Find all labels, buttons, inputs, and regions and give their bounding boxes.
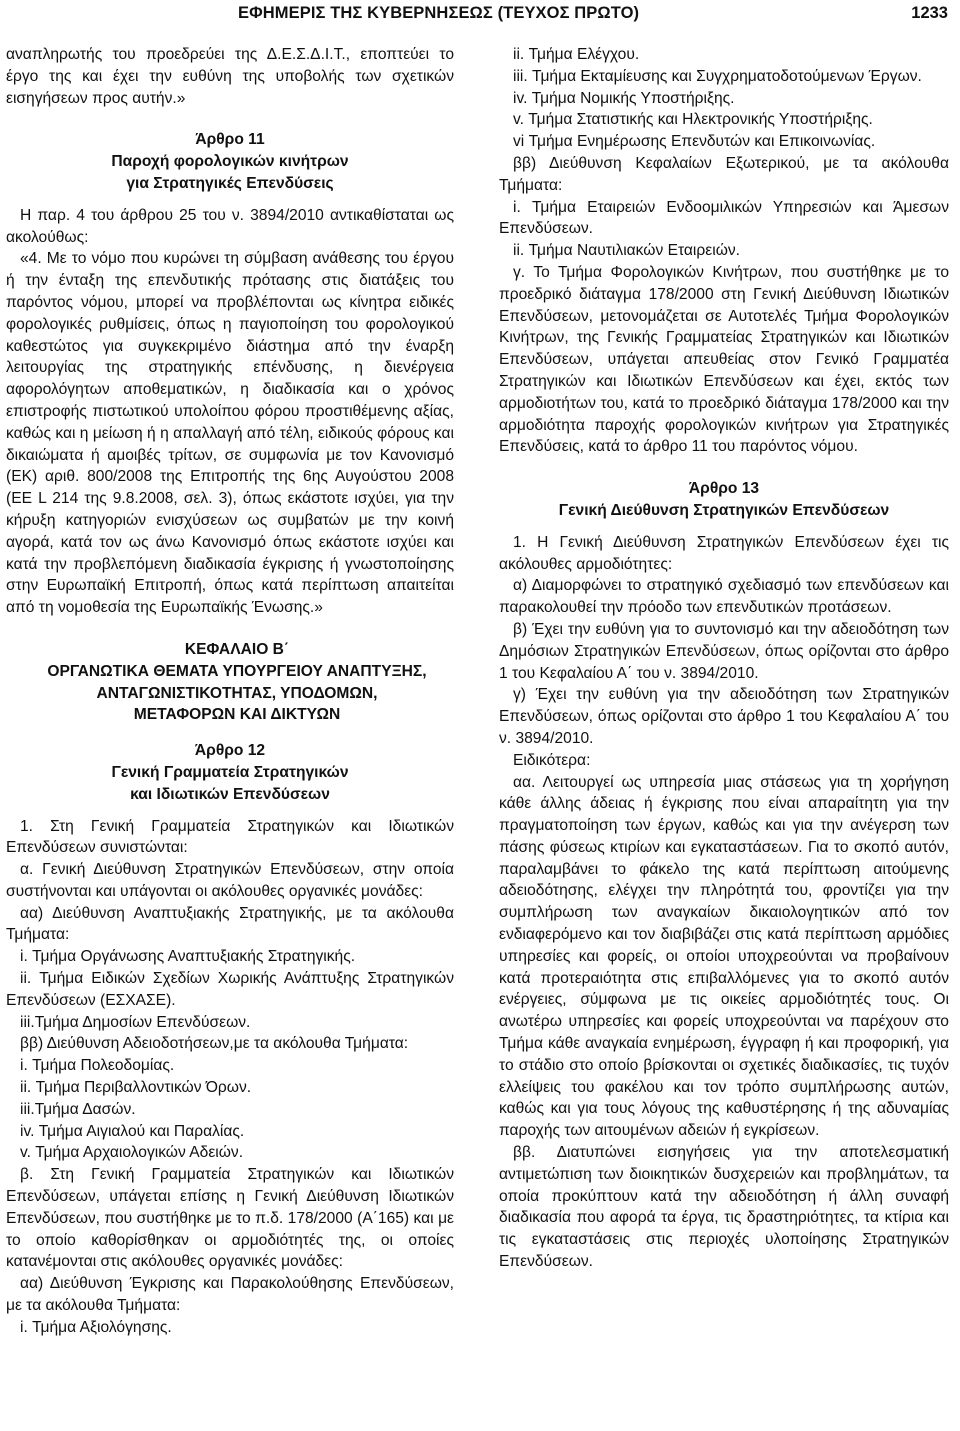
page-number: 1233 — [911, 4, 948, 22]
paragraph: iii. Τμήμα Εκταμίευσης και Συγχρηματοδοτούμενων Έργων. — [513, 67, 922, 85]
page-header — [0, 0, 960, 30]
paragraph: v. Τμήμα Αρχαιολογικών Αδειών. — [20, 1144, 244, 1162]
paragraph: iv. Τμήμα Νομικής Υποστήριξης. — [513, 89, 735, 107]
paragraph: iii.Τμήμα Δασών. — [20, 1100, 136, 1118]
paragraph: αα) Διεύθυνση Έγκρισης και Παρακολούθησης Επενδύσεων, με τα ακόλουθα Τμήματα: — [6, 1275, 454, 1315]
article-12-title-line1: Γενική Γραμματεία Στρατηγικών — [111, 763, 349, 781]
paragraph: i. Τμήμα Οργάνωσης Αναπτυξιακής Στρατηγικής. — [20, 948, 356, 966]
paragraph: ii. Τμήμα Ειδικών Σχεδίων Χωρικής Ανάπτυξης Στρατηγικών Επενδύσεων (ΕΣΧΑΣΕ). — [6, 970, 454, 1009]
paragraph: ii. Τμήμα Ναυτιλιακών Εταιρειών. — [513, 242, 740, 260]
paragraph: 1. Στη Γενική Γραμματεία Στρατηγικών και Ιδιωτικών Επενδύσεων συνιστώνται: — [6, 817, 454, 857]
paragraph: αα. Λειτουργεί ως υπηρεσία μιας στάσεως για τη χορήγηση κάθε άλλης άδειας ή έγκρισης που είναι απαραίτητη για την πραγματοποίηση των έργων, καθώς και για την ανέγερση των πάσης φύσεως κτιρίων και εγκαταστάσεων. Για το σκοπό αυτόν, παραλαμβάνει το φάκελο της κατά περίπτωση αιτούμενης αδειοδότησης, ελέγχει την πληρότητά του, φροντίζει για την συμπλήρωση των αναγκαίων δικαιολογητικών από τον ενδιαφερόμενο και τον διαβιβάζει στις κατά περίπτωση αρμόδιες υπηρεσίες και φορείς, οι οποίοι υποχρεούνται να προβαίνουν κατά προτεραιότητα στις επιβαλλόμενες για το σκοπό αυτόν ενέργειες, σύμφωνα με τις οικείες αρμοδιότητές τους. Οι ανωτέρω υπηρεσίες και φορείς υποχρεούνται να παρέχουν στο Τμήμα κάθε αναγκαία ενημέρωση, έγγραφη ή και προφορική, για το στάδιο στο οποίο βρίσκονται οι σχετικές διαδικασίες, τις τυχόν ελλείψεις του φακέλου και τον τρόπο συμπλήρωσης αυτών, καθώς και για τους λόγους της καθυστέρησης ή της αδυναμίας παροχής των αιτουμένων αδειών ή εγκρίσεων. — [499, 773, 949, 1140]
paragraph: v. Τμήμα Στατιστικής και Ηλεκτρονικής Υποστήριξης. — [513, 111, 873, 129]
paragraph: ββ) Διεύθυνση Αδειοδοτήσεων,με τα ακόλουθα Τμήματα: — [20, 1035, 409, 1053]
paragraph: Ειδικότερα: — [513, 751, 591, 769]
left-column — [6, 44, 454, 1339]
chapter-title-line1: ΟΡΓΑΝΩΤΙΚΑ ΘΕΜΑΤΑ ΥΠΟΥΡΓΕΙΟΥ ΑΝΑΠΤΥΞΗΣ, — [47, 662, 427, 680]
paragraph: i. Τμήμα Εταιρειών Ενδοομιλικών Υπηρεσιών και Άμεσων Επενδύσεων. — [499, 198, 949, 238]
paragraph: i. Τμήμα Πολεοδομίας. — [20, 1057, 175, 1075]
article-13-title: Γενική Διεύθυνση Στρατηγικών Επενδύσεων — [558, 501, 890, 519]
article-13-number: Άρθρο 13 — [688, 480, 760, 498]
article-11-intro: Η παρ. 4 του άρθρου 25 του ν. 3894/2010 αντικαθίσταται ως ακολούθως: — [6, 206, 454, 246]
article-11-text: «4. Με το νόμο που κυρώνει τη σύμβαση ανάθεσης του έργου ή την ένταξη της επενδυτικής πρότασης στις διατάξεις του παρόντος νόμου, μπορεί να προβλέπονται ως κίνητρα ειδικές φορολογικές ρυθμίσεις, όπως η παγιοποίηση του φορολογικού καθεστώτος για συγκεκριμένο διάστημα από την έναρξη λειτουργίας της στρατηγικής επένδυσης, η διενέργεια αφορολόγητων αποθεματικών, η διαδικασία και ο χρόνος επιστροφής πιστωτικού υπολοίπου φόρου προστιθέμενης αξίας, καθώς και η μείωση ή η απαλλαγή από τέλη, ειδικούς φόρους και δικαιώματα ή αμοιβές τρίτων, σε συμφωνία με τον Κανονισμό (ΕΚ) αριθ. 800/2008 της Επιτροπής της 6ης Αυγούστου 2008 (ΕΕ L 214 της 9.8.2008, σελ. 3), όπως εκάστοτε ισχύει, για την κήρυξη κατηγοριών ενισχύσεων ως συμβατών με την κοινή αγορά, κατά τον ως άνω Κανονισμό όπως εκάστοτε ισχύει και κατά την προβλεπόμενη διαδικασία έγκρισης ή γνωστοποίησης στην Ευρωπαϊκή Επιτροπή, όπως κατά περίπτωση απαιτείται από τη νομοθεσία της Ευρωπαϊκής Ένωσης.» — [6, 250, 454, 617]
chapter-title-line3: ΜΕΤΑΦΟΡΩΝ ΚΑΙ ΔΙΚΤΥΩΝ — [133, 706, 341, 724]
article-12-number: Άρθρο 12 — [194, 742, 266, 760]
paragraph: iv. Τμήμα Αιγιαλού και Παραλίας. — [20, 1122, 245, 1140]
paragraph: β. Στη Γενική Γραμματεία Στρατηγικών και Ιδιωτικών Επενδύσεων, υπάγεται επίσης η Γενική Διεύθυνση Ιδιωτικών Επενδύσεων, που συστήθηκε με το π.δ. 178/2000 (Α΄165) και με το οποίο καθορίσθηκαν οι αρμοδιότητές της, οι οποίες κατανέμονται στις ακόλουθες οργανικές μονάδες: — [6, 1166, 454, 1271]
paragraph: ii. Τμήμα Περιβαλλοντικών Όρων. — [20, 1079, 252, 1097]
chapter-number: ΚΕΦΑΛΑΙΟ Β΄ — [184, 640, 290, 658]
paragraph: 1. Η Γενική Διεύθυνση Στρατηγικών Επενδύσεων έχει τις ακόλουθες αρμοδιότητες: — [499, 533, 949, 573]
article-11-title-line1: Παροχή φορολογικών κινήτρων — [111, 153, 349, 171]
article-11-number: Άρθρο 11 — [195, 131, 265, 149]
paragraph: ii. Τμήμα Ελέγχου. — [513, 46, 640, 63]
paragraph: ββ. Διατυπώνει εισηγήσεις για την αποτελεσματική αντιμετώπιση των διοικητικών δυσχερειών και προβλημάτων, τα οποία προκύπτουν κατά την αδειοδότηση ή άλλη συναφή διαδικασία που αφορά τα έργα, τις δραστηριότητες, τα κτίρια και τις εγκαταστάσεις στις περιοχές υλοποίησης Στρατηγικών Επενδύσεων. — [499, 1144, 949, 1271]
paragraph: iii.Τμήμα Δημοσίων Επενδύσεων. — [20, 1013, 251, 1031]
paragraph: α. Γενική Διεύθυνση Στρατηγικών Επενδύσεων, στην οποία συστήνονται και υπάγονται οι ακόλουθες οργανικές μονάδες: — [6, 861, 454, 900]
right-column — [499, 44, 949, 1273]
paragraph: γ) Έχει την ευθύνη για την αδειοδότηση των Στρατηγικών Επενδύσεων, όπως ορίζονται στο άρθρο 1 του Κεφαλαίου Α΄ του ν. 3894/2010. — [499, 686, 949, 747]
article-12-title-line2: και Ιδιωτικών Επενδύσεων — [130, 785, 330, 803]
paragraph: γ. Το Τμήμα Φορολογικών Κινήτρων, που συστήθηκε με το προεδρικό διάταγμα 178/2000 στη Γενική Διεύθυνση Ιδιωτικών Επενδύσεων, μετονομάζεται σε Αυτοτελές Τμήμα Φορολογικών Κινήτρων, της Γενικής Γραμματείας Στρατηγικών και Ιδιωτικών Επενδύσεων, υπάγεται απευθείας στον Γενικό Γραμματέα Στρατηγικών και Ιδιωτικών Επενδύσεων και έχει, εκτός των αρμοδιοτήτων του, κατά το προεδρικό διάταγμα 178/2000 και την αρμοδιότητα παροχής φορολογικών κινήτρων για Στρατηγικές Επενδύσεις, κατά το άρθρο 11 του παρόντος νόμου. — [499, 263, 949, 456]
paragraph: α) Διαμορφώνει το στρατηγικό σχεδιασμό των επενδύσεων και παρακολουθεί την πρόοδο των επενδυτικών προτάσεων. — [499, 577, 949, 617]
paragraph: i. Τμήμα Αξιολόγησης. — [20, 1318, 172, 1336]
journal-title: ΕΦΗΜΕΡΙΣ ΤΗΣ ΚΥΒΕΡΝΗΣΕΩΣ (ΤΕΥΧΟΣ ΠΡΩΤΟ) — [238, 4, 640, 22]
paragraph: vi Τμήμα Ενημέρωσης Επενδυτών και Επικοινωνίας. — [513, 133, 876, 151]
paragraph: β) Έχει την ευθύνη για το συντονισμό και την αδειοδότηση των Δημόσιων Στρατηγικών Επενδύσεων, όπως ορίζονται στο άρθρο 1 του Κεφαλαίου Α΄ του ν. 3894/2010. — [499, 620, 949, 682]
paragraph: αα) Διεύθυνση Αναπτυξιακής Στρατηγικής, με τα ακόλουθα Τμήματα: — [6, 904, 454, 944]
paragraph-continuation: αναπληρωτής του προεδρεύει της Δ.Ε.Σ.Δ.Ι.Τ., εποπτεύει το έργο της και έχει την ευθύνη της υποβολής των σχετικών εισηγήσεων προς αυτήν.» — [6, 46, 454, 107]
article-11-title-line2: για Στρατηγικές Επενδύσεις — [126, 174, 334, 192]
chapter-title-line2: ΑΝΤΑΓΩΝΙΣΤΙΚΟΤΗΤΑΣ, ΥΠΟΔΟΜΩΝ, — [96, 684, 378, 702]
paragraph: ββ) Διεύθυνση Κεφαλαίων Εξωτερικού, με τα ακόλουθα Τμήματα: — [499, 154, 949, 194]
